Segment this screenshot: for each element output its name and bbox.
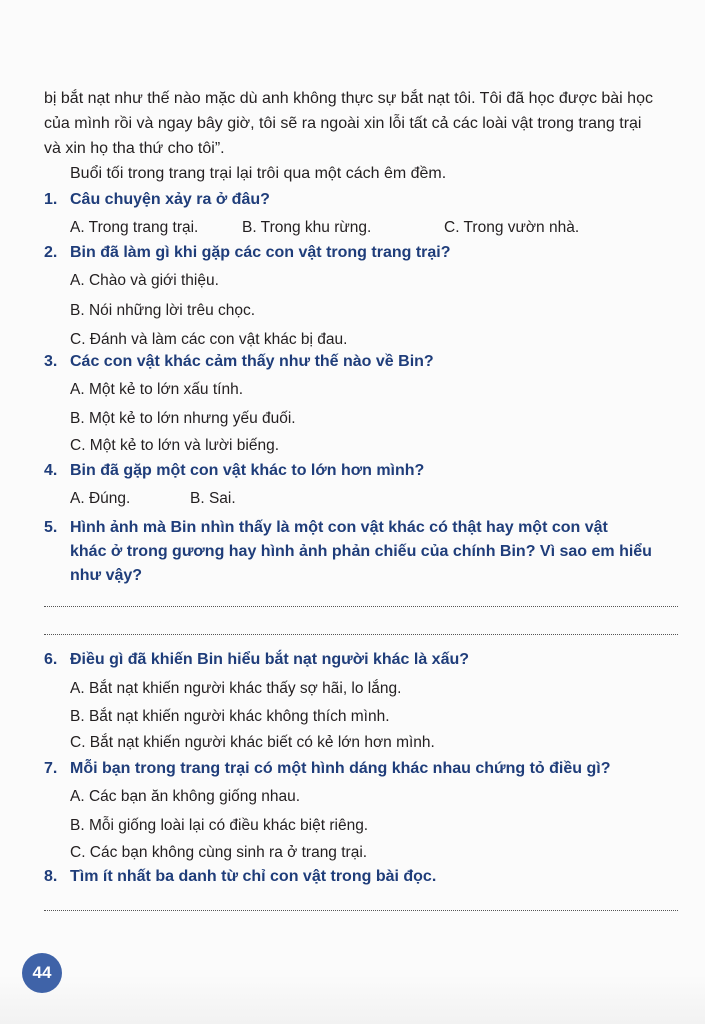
question-8: 8. Tìm ít nhất ba danh từ chỉ con vật trong bài đọc. — [44, 868, 437, 885]
option-3c: C. Một kẻ to lớn và lười biếng. — [70, 437, 280, 454]
option-3a: A. Một kẻ to lớn xấu tính. — [70, 381, 243, 398]
option-4b: B. Sai. — [190, 490, 236, 507]
page-bottom-edge — [0, 975, 705, 1024]
question-5: 5. Hình ảnh mà Bin nhìn thấy là một con vật khác có thật hay một con vật — [44, 519, 608, 536]
question-7: 7. Mỗi bạn trong trang trại có một hình dáng khác nhau chứng tỏ điều gì? — [44, 760, 611, 777]
question-5-line: như vậy? — [70, 567, 143, 584]
question-6: 6. Điều gì đã khiến Bin hiểu bắt nạt người khác là xấu? — [44, 651, 470, 668]
option-1b: B. Trong khu rừng. — [242, 219, 372, 236]
option-3b: B. Một kẻ to lớn nhưng yếu đuối. — [70, 410, 296, 427]
answer-line[interactable] — [44, 910, 678, 911]
option-7c: C. Các bạn không cùng sinh ra ở trang trại. — [70, 844, 368, 861]
option-2b: B. Nói những lời trêu chọc. — [70, 302, 256, 319]
option-1a: A. Trong trang trại. — [70, 219, 199, 236]
intro-line: Buổi tối trong trang trại lại trôi qua một cách êm đềm. — [70, 165, 447, 182]
question-1: 1. Câu chuyện xảy ra ở đâu? — [44, 191, 270, 208]
intro-line: và xin họ tha thứ cho tôi”. — [44, 140, 225, 157]
option-2a: A. Chào và giới thiệu. — [70, 272, 219, 289]
option-2c: C. Đánh và làm các con vật khác bị đau. — [70, 331, 348, 348]
option-4a: A. Đúng. — [70, 490, 131, 507]
answer-line[interactable] — [44, 634, 678, 635]
intro-line: của mình rồi và ngay bây giờ, tôi sẽ ra ngoài xin lỗi tất cả các loài vật trong trang trại — [44, 115, 642, 132]
option-6b: B. Bắt nạt khiến người khác không thích mình. — [70, 708, 390, 725]
option-7b: B. Mỗi giống loài lại có điều khác biệt riêng. — [70, 817, 369, 834]
option-6c: C. Bắt nạt khiến người khác biết có kẻ lớn hơn mình. — [70, 734, 435, 751]
option-6a: A. Bắt nạt khiến người khác thấy sợ hãi, lo lắng. — [70, 680, 402, 697]
page-number-badge: 44 — [22, 953, 62, 993]
question-3: 3. Các con vật khác cảm thấy như thế nào về Bin? — [44, 353, 434, 370]
question-5-line: khác ở trong gương hay hình ảnh phản chiếu của chính Bin? Vì sao em hiểu — [70, 543, 652, 560]
question-2: 2. Bin đã làm gì khi gặp các con vật trong trang trại? — [44, 244, 451, 261]
option-7a: A. Các bạn ăn không giống nhau. — [70, 788, 301, 805]
question-4: 4. Bin đã gặp một con vật khác to lớn hơn mình? — [44, 462, 425, 479]
option-1c: C. Trong vườn nhà. — [444, 219, 580, 236]
answer-line[interactable] — [44, 606, 678, 607]
intro-line: bị bắt nạt như thế nào mặc dù anh không thực sự bắt nạt tôi. Tôi đã học được bài học — [44, 90, 653, 107]
